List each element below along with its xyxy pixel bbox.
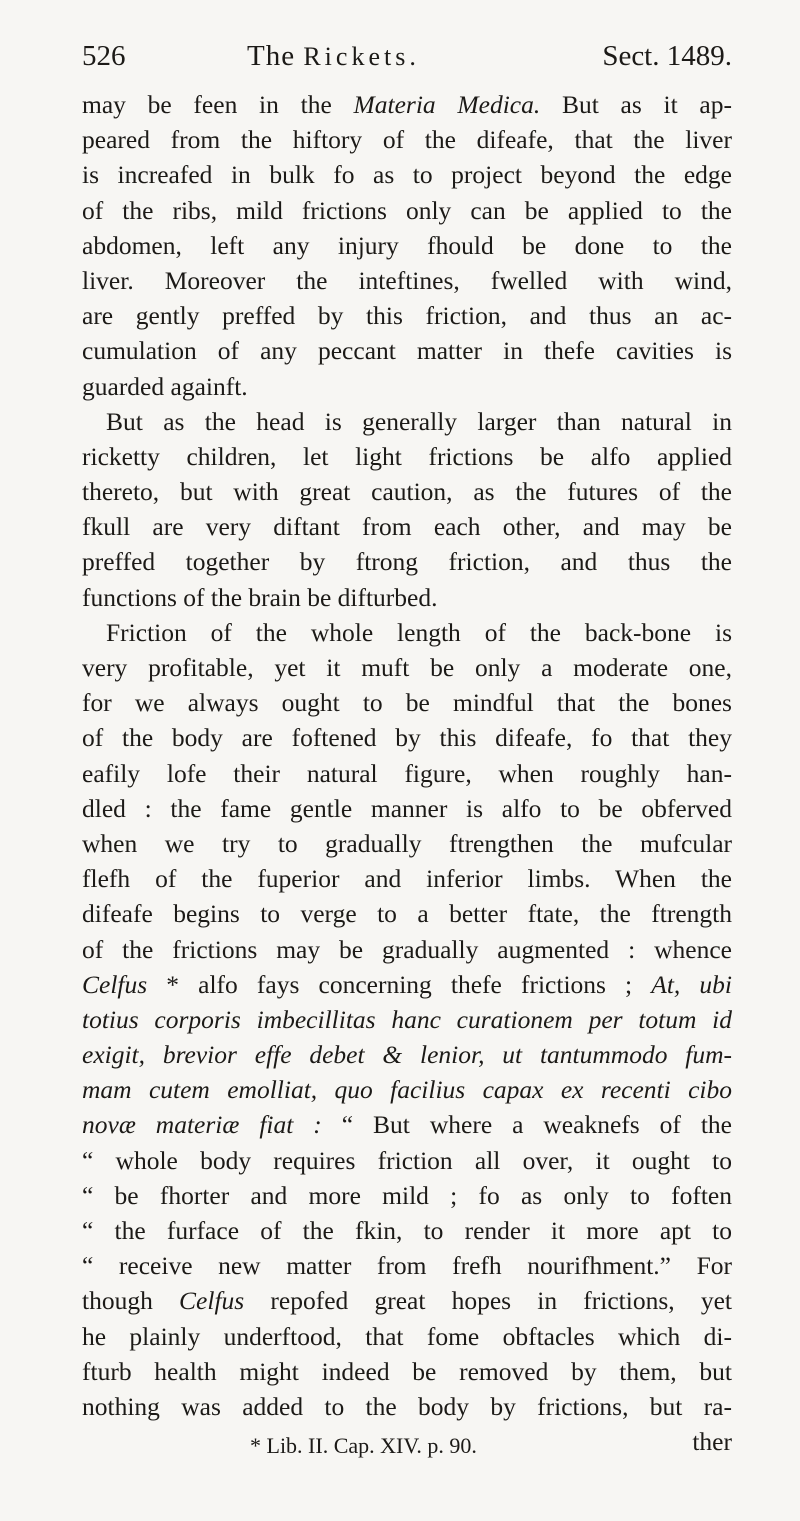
text-line xyxy=(82,333,732,368)
text-segment: is increafed in bulk fo as to project beyond the edge xyxy=(82,160,732,190)
text-line xyxy=(82,1389,732,1424)
text-segment: fturb health might indeed be removed by them, but xyxy=(82,1356,732,1386)
text-segment: of the body are foftened by this difeafe, fo that they xyxy=(82,723,732,753)
text-segment: guarded againft. xyxy=(82,371,248,401)
text-line xyxy=(82,509,732,544)
italic-text: novæ materiæ fiat : xyxy=(82,1110,342,1140)
text-segment: “ the furface of the fkin, to render it more apt to xyxy=(82,1216,732,1245)
text-line xyxy=(82,369,732,404)
text-line xyxy=(82,1072,732,1107)
text-segment: abdomen, left any injury fhould be done to the xyxy=(82,230,732,260)
text-segment: peared from the hiftory of the difeafe, that the liver xyxy=(82,125,732,155)
text-line xyxy=(82,1143,732,1178)
text-segment: But as it ap- xyxy=(540,90,732,119)
text-line xyxy=(82,650,732,685)
footnote: * Lib. II. Cap. XIV. p. 90. xyxy=(250,1433,477,1458)
italic-text: At, ubi xyxy=(651,969,732,999)
text-line xyxy=(82,1354,732,1389)
text-line xyxy=(82,685,732,720)
text-segment: “ whole body requires friction all over, it ought to xyxy=(82,1145,732,1175)
body-text xyxy=(82,87,732,1459)
text-segment: “ receive new matter from frefh nourifhment.” For xyxy=(82,1251,732,1281)
page-header xyxy=(82,40,732,80)
text-line xyxy=(82,967,732,1002)
text-line xyxy=(82,1178,732,1213)
text-segment: repofed great hopes in frictions, yet xyxy=(244,1286,732,1316)
text-line xyxy=(82,474,732,509)
text-line xyxy=(82,756,732,791)
text-line xyxy=(82,1107,732,1142)
text-line xyxy=(82,122,732,157)
text-segment: “ be fhorter and more mild ; fo as only to foften xyxy=(82,1180,732,1210)
text-line xyxy=(82,720,732,755)
text-line xyxy=(82,87,732,122)
text-line xyxy=(82,157,732,192)
italic-text: exigit, brevior effe debet & lenior, ut tantummodo fum- xyxy=(82,1040,732,1070)
text-segment: nothing was added to the body by frictions, but ra- xyxy=(82,1391,732,1421)
text-segment: Friction of the whole length of the back-bone is xyxy=(106,617,732,647)
running-title xyxy=(247,40,420,73)
text-segment: cumulation of any peccant matter in thefe cavities is xyxy=(82,336,732,366)
running-title-prefix: The xyxy=(247,40,296,72)
text-line xyxy=(82,896,732,931)
italic-text: mam cutem emolliat, quo facilius capax ex recenti cibo xyxy=(82,1075,732,1105)
text-line xyxy=(82,298,732,333)
text-segment: when we try to gradually ftrengthen the mufcular xyxy=(82,828,732,858)
text-line xyxy=(82,1002,732,1037)
text-segment: for we always ought to be mindful that the bones xyxy=(82,688,732,718)
text-segment: thereto, but with great caution, as the futures of the xyxy=(82,477,732,507)
text-segment: ther xyxy=(692,1427,732,1457)
text-segment: “ But where a weaknefs of the xyxy=(341,1110,732,1140)
text-line xyxy=(82,791,732,826)
text-segment: fkull are very diftant from each other, and may be xyxy=(82,512,732,542)
text-segment: liver. Moreover the inteftines, fwelled with wind, xyxy=(82,265,732,295)
text-segment: of the ribs, mild frictions only can be applied to the xyxy=(82,195,732,225)
running-title-caps: Rickets. xyxy=(303,42,420,71)
text-line xyxy=(82,404,732,439)
text-line xyxy=(82,1319,732,1354)
text-segment: difeafe begins to verge to a better ftate, the ftrength xyxy=(82,899,732,929)
text-segment: ricketty children, let light frictions be alfo applied xyxy=(82,441,732,471)
text-line xyxy=(82,1037,732,1072)
text-line xyxy=(82,615,732,650)
text-line xyxy=(82,1213,732,1248)
text-segment: may be feen in the xyxy=(82,90,354,119)
text-line xyxy=(82,580,732,615)
text-segment: But as the head is generally larger than natural in xyxy=(106,406,732,436)
text-line xyxy=(82,1248,732,1283)
text-segment: though xyxy=(82,1286,180,1316)
text-line xyxy=(82,861,732,896)
section-number: Sect. 1489. xyxy=(602,40,732,72)
italic-text: totius corporis imbecillitas hanc curationem per totum id xyxy=(82,1004,732,1034)
text-segment: dled : the fame gentle manner is alfo to be obferved xyxy=(82,793,732,823)
italic-text: Celfus xyxy=(82,969,148,999)
text-line xyxy=(82,544,732,579)
text-line xyxy=(82,826,732,861)
page-number: 526 xyxy=(82,40,126,72)
text-line xyxy=(82,228,732,263)
text-segment: very profitable, yet it muft be only a moderate one, xyxy=(82,653,732,682)
text-line xyxy=(82,263,732,298)
text-segment: he plainly underftood, that fome obftacles which di- xyxy=(82,1321,732,1351)
text-segment: functions of the brain be difturbed. xyxy=(82,582,438,612)
text-segment: of the frictions may be gradually augmented : whence xyxy=(82,934,732,964)
text-segment: flefh of the fuperior and inferior limbs. When the xyxy=(82,864,732,894)
text-segment: eafily lofe their natural figure, when roughly han- xyxy=(82,758,732,788)
text-line xyxy=(82,193,732,228)
text-segment: * alfo fays concerning thefe frictions ; xyxy=(147,969,652,999)
italic-text: Celfus xyxy=(179,1286,245,1316)
text-segment: are gently preffed by this friction, and thus an ac- xyxy=(82,301,732,331)
text-segment: preffed together by ftrong friction, and thus the xyxy=(82,547,732,577)
text-line xyxy=(82,1283,732,1318)
italic-text: Materia Medica. xyxy=(353,90,541,119)
text-line xyxy=(82,439,732,474)
text-line xyxy=(82,932,732,967)
